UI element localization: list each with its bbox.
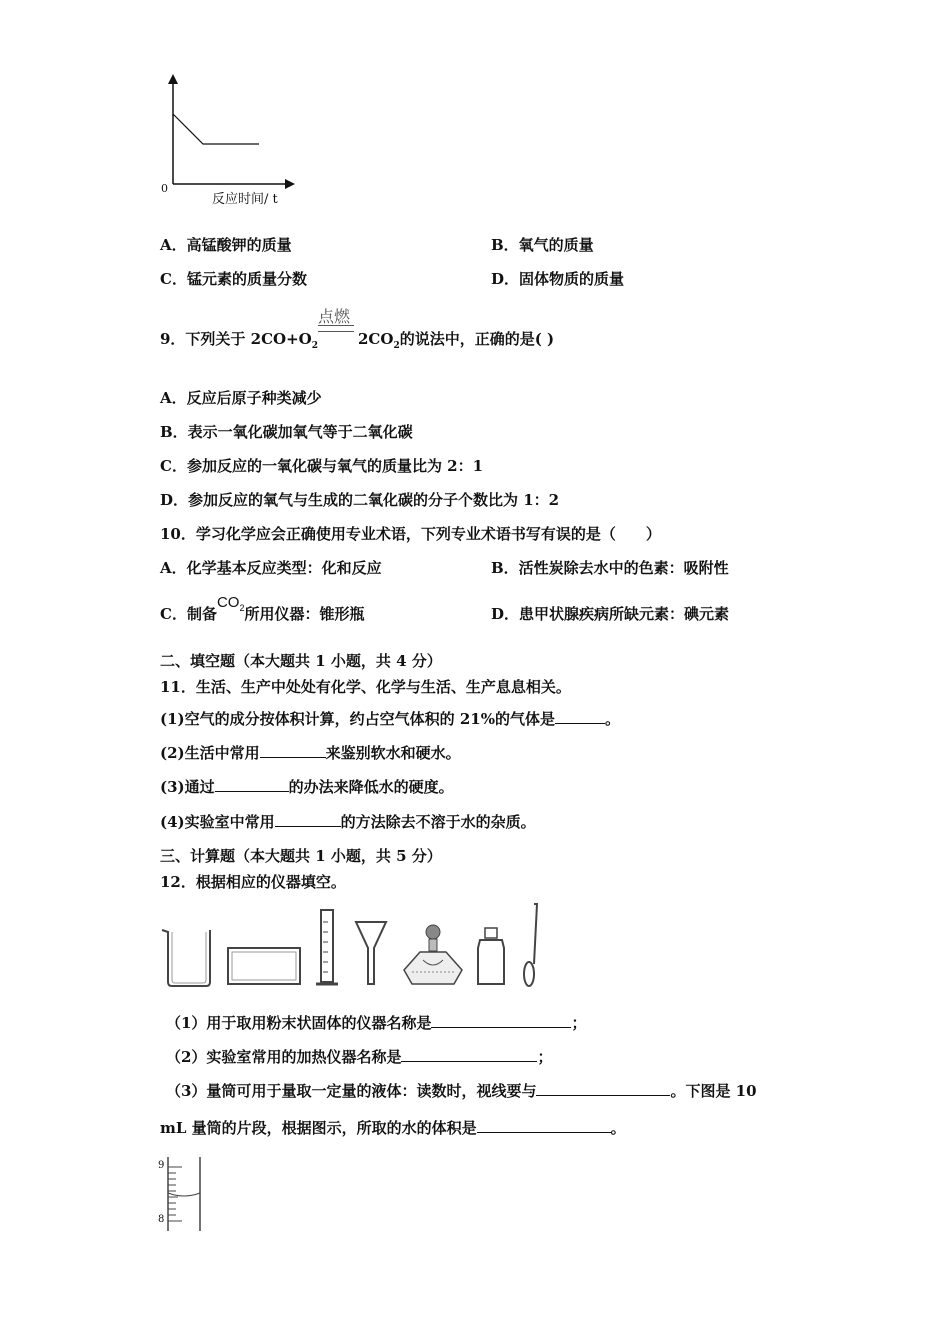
q12-part1: （1）用于取用粉末状固体的仪器名称是 ； <box>166 1014 587 1032</box>
q8-option-b: B．氧气的质量 <box>491 236 594 254</box>
q11-blank-3[interactable] <box>215 777 289 792</box>
q9-product-line <box>358 329 554 356</box>
beaker-icon <box>162 930 210 986</box>
q9-stem <box>160 329 318 356</box>
q11-part4: (4)实验室中常用 的方法除去不溶于水的杂质。 <box>160 813 536 831</box>
q10-option-a: A．化学基本反应类型：化和反应 <box>160 559 382 577</box>
graph-x-axis-label: 反应时间/ t <box>212 192 278 207</box>
q10-option-c <box>160 594 365 630</box>
q11-stem: 11．生活、生产中处处有化学、化学与生活、生产息息相关。 <box>160 678 571 696</box>
q11-blank-4[interactable] <box>275 812 341 827</box>
q11-blank-1[interactable] <box>555 709 605 724</box>
q12-stem: 12．根据相应的仪器填空。 <box>160 873 346 891</box>
q12-blank-1[interactable] <box>431 1013 571 1028</box>
alcohol-lamp-icon <box>404 925 462 984</box>
q10-option-b: B．活性炭除去水中的色素：吸附性 <box>491 559 729 577</box>
cylinder-fragment <box>158 1155 218 1237</box>
q9-option-d: D．参加反应的氧气与生成的二氧化碳的分子个数比为 1：2 <box>160 491 560 509</box>
q12-part3-cont: mL 量筒的片段，根据图示，所取的水的体积是 。 <box>160 1119 626 1137</box>
q11-part3: (3)通过 的办法来降低水的硬度。 <box>160 778 454 796</box>
q8-option-a: A．高锰酸钾的质量 <box>160 236 292 254</box>
q9-prefix: 9．下列关于 2CO+O <box>160 330 312 348</box>
q9-condition: 点燃 <box>318 307 351 326</box>
q8-option-c: C．锰元素的质量分数 <box>160 270 307 288</box>
section3-title: 三、计算题（本大题共 1 小题，共 5 分） <box>160 847 442 865</box>
q12-blank-4[interactable] <box>477 1118 611 1133</box>
q9-product: 2CO <box>358 330 394 348</box>
q12-part2: （2）实验室常用的加热仪器名称是 ； <box>166 1048 553 1066</box>
q9-option-c: C．参加反应的一氧化碳与氧气的质量比为 2：1 <box>160 457 484 475</box>
graph-origin-label: 0 <box>161 182 168 195</box>
q10-c-formula: $CO_2$ <box>216 594 245 613</box>
section2-title: 二、填空题（本大题共 1 小题，共 4 分） <box>160 652 442 670</box>
reagent-bottle-icon <box>478 928 504 984</box>
q9-product-sub: 2 <box>393 341 400 351</box>
q9-option-a: A．反应后原子种类减少 <box>160 389 322 407</box>
q10-stem: 10．学习化学应会正确使用专业术语，下列专业术语书写有误的是（ ） <box>160 525 661 543</box>
q11-part1: (1)空气的成分按体积计算，约占空气体积的 21%的气体是 。 <box>160 710 620 728</box>
q9-sub: 2 <box>311 341 319 351</box>
medicine-spoon-icon <box>524 904 537 986</box>
q12-blank-2[interactable] <box>401 1047 537 1062</box>
q9-option-b: B．表示一氧化碳加氧气等于二氧化碳 <box>160 423 413 441</box>
funnel-icon <box>356 922 386 984</box>
q10-c-prefix: C．制备 <box>160 605 217 623</box>
q8-option-d: D．固体物质的质量 <box>491 270 625 288</box>
cylinder-top-label: 9 <box>158 1160 165 1171</box>
q12-part3: （3）量筒可用于量取一定量的液体：读数时，视线要与 。下图是 10 <box>166 1082 757 1100</box>
q12-blank-3[interactable] <box>536 1081 670 1096</box>
q10-option-d: D．患甲状腺疾病所缺元素：碘元素 <box>491 605 730 623</box>
q10-c-suffix: 所用仪器：锥形瓶 <box>244 605 365 623</box>
q9-suffix: 的说法中，正确的是( ) <box>399 330 555 348</box>
q9-equals-sign <box>318 325 354 332</box>
q11-blank-2[interactable] <box>260 743 326 758</box>
trough-icon <box>228 948 300 984</box>
apparatus-row <box>158 900 548 990</box>
cylinder-bottom-label: 8 <box>158 1214 165 1225</box>
graduated-cylinder-icon <box>316 910 338 984</box>
q11-part2: (2)生活中常用 来鉴别软水和硬水。 <box>160 744 461 762</box>
